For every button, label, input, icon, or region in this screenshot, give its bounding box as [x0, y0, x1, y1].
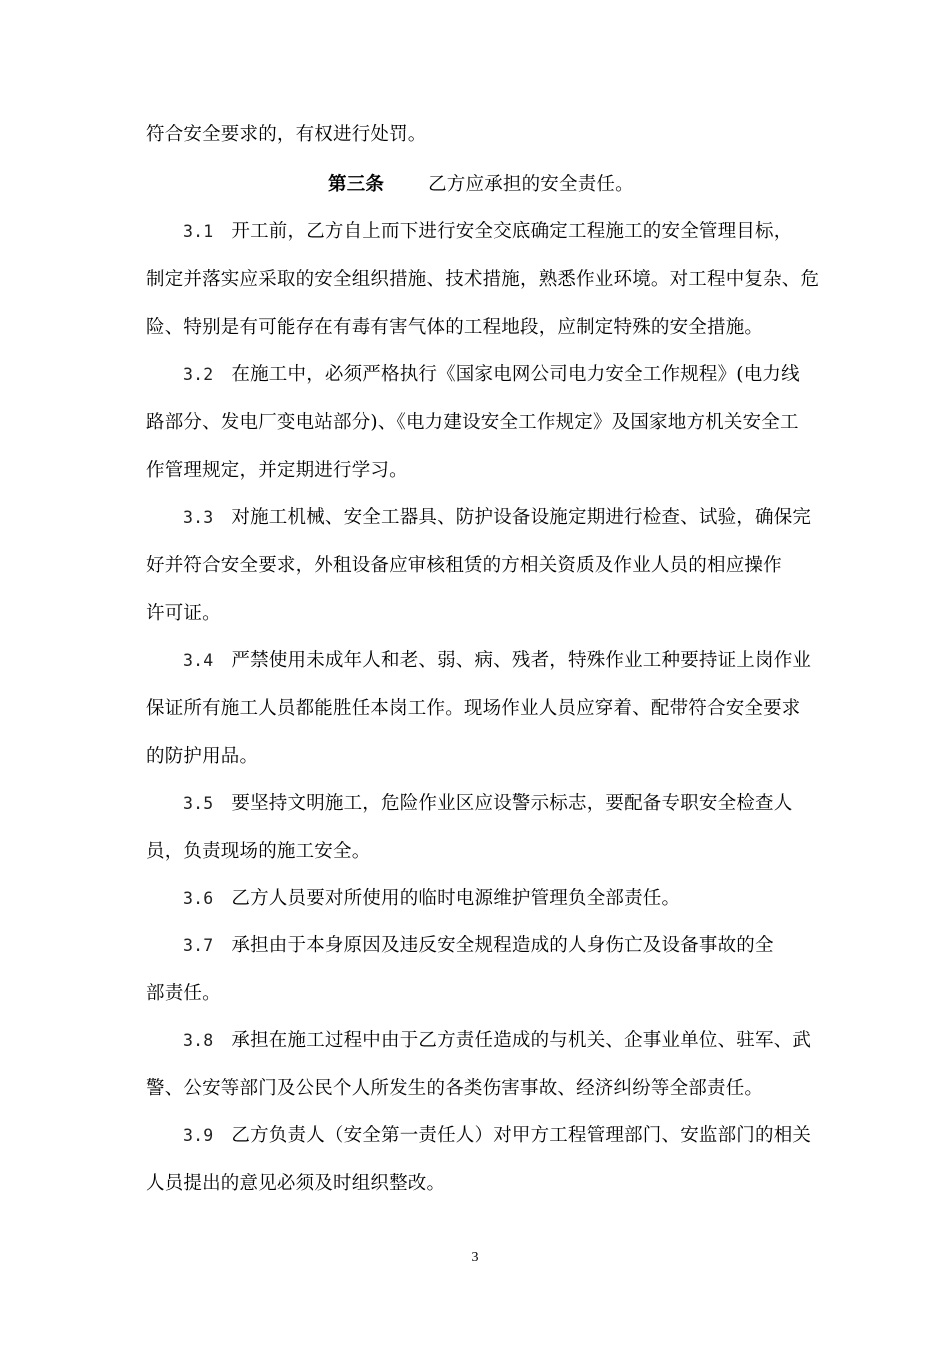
clause-3-1 [183, 217, 792, 243]
clause-text: 承担在施工过程中由于乙方责任造成的与机关、企事业单位、驻军、武 [231, 1030, 812, 1051]
clause-3-9 [183, 1121, 811, 1147]
clause-number: 3.5 [183, 794, 214, 813]
clause-text: 承担由于本身原因及违反安全规程造成的人身伤亡及设备事故的全 [231, 935, 774, 956]
text-line: 警、公安等部门及公民个人所发生的各类伤害事故、经济纠纷等全部责任。 [146, 1078, 764, 1099]
clause-number: 3.3 [183, 508, 214, 527]
text-line: 保证所有施工人员都能胜任本岗工作。现场作业人员应穿着、配带符合安全要求 [146, 698, 801, 719]
page-number: 3 [471, 1250, 479, 1265]
text-line: 好并符合安全要求，外租设备应审核租赁的方相关资质及作业人员的相应操作 [146, 555, 782, 576]
text-line: 路部分、发电厂变电站部分)、《电力建设安全工作规定》及国家地方机关安全工 [146, 412, 799, 433]
clause-3-7 [183, 931, 774, 957]
text-line: 员，负责现场的施工安全。 [146, 841, 371, 862]
text-line: 制定并落实应采取的安全组织措施、技术措施，熟悉作业环境。对工程中复杂、危 [146, 269, 820, 290]
clause-text: 对施工机械、安全工器具、防护设备设施定期进行检查、试验，确保完 [231, 507, 812, 528]
clause-number: 3.2 [183, 365, 214, 384]
article-title: 第三条 [328, 174, 385, 195]
clause-number: 3.6 [183, 889, 214, 908]
clause-3-4 [183, 646, 811, 672]
clause-number: 3.9 [183, 1126, 214, 1145]
clause-number: 3.1 [183, 222, 214, 241]
clause-3-2 [183, 360, 800, 386]
clause-number: 3.7 [183, 936, 214, 955]
clause-text: 开工前，乙方自上而下进行安全交底确定工程施工的安全管理目标， [231, 221, 793, 242]
article-subtitle: 乙方应承担的安全责任。 [428, 174, 634, 195]
text-line: 人员提出的意见必须及时组织整改。 [146, 1173, 446, 1194]
clause-text: 在施工中，必须严格执行《国家电网公司电力安全工作规程》(电力线 [231, 364, 800, 385]
text-line: 作管理规定，并定期进行学习。 [146, 460, 408, 481]
text-line: 险、特别是有可能存在有毒有害气体的工程地段，应制定特殊的安全措施。 [146, 317, 764, 338]
text-line: 许可证。 [146, 603, 221, 624]
clause-text: 乙方负责人（安全第一责任人）对甲方工程管理部门、安监部门的相关 [231, 1125, 812, 1146]
clause-text: 要坚持文明施工，危险作业区应设警示标志，要配备专职安全检查人 [231, 793, 793, 814]
clause-text: 严禁使用未成年人和老、弱、病、残者，特殊作业工种要持证上岗作业 [231, 650, 812, 671]
clause-3-6 [183, 884, 680, 910]
text-line: 的防护用品。 [146, 746, 259, 767]
clause-3-8 [183, 1026, 811, 1052]
clause-3-5 [183, 789, 792, 815]
article-heading [328, 170, 634, 196]
clause-number: 3.4 [183, 651, 214, 670]
clause-number: 3.8 [183, 1031, 214, 1050]
text-line: 部责任。 [146, 983, 221, 1004]
clause-3-3 [183, 503, 811, 529]
clause-text: 乙方人员要对所使用的临时电源维护管理负全部责任。 [231, 888, 681, 909]
text-line: 符合安全要求的，有权进行处罚。 [146, 124, 427, 145]
